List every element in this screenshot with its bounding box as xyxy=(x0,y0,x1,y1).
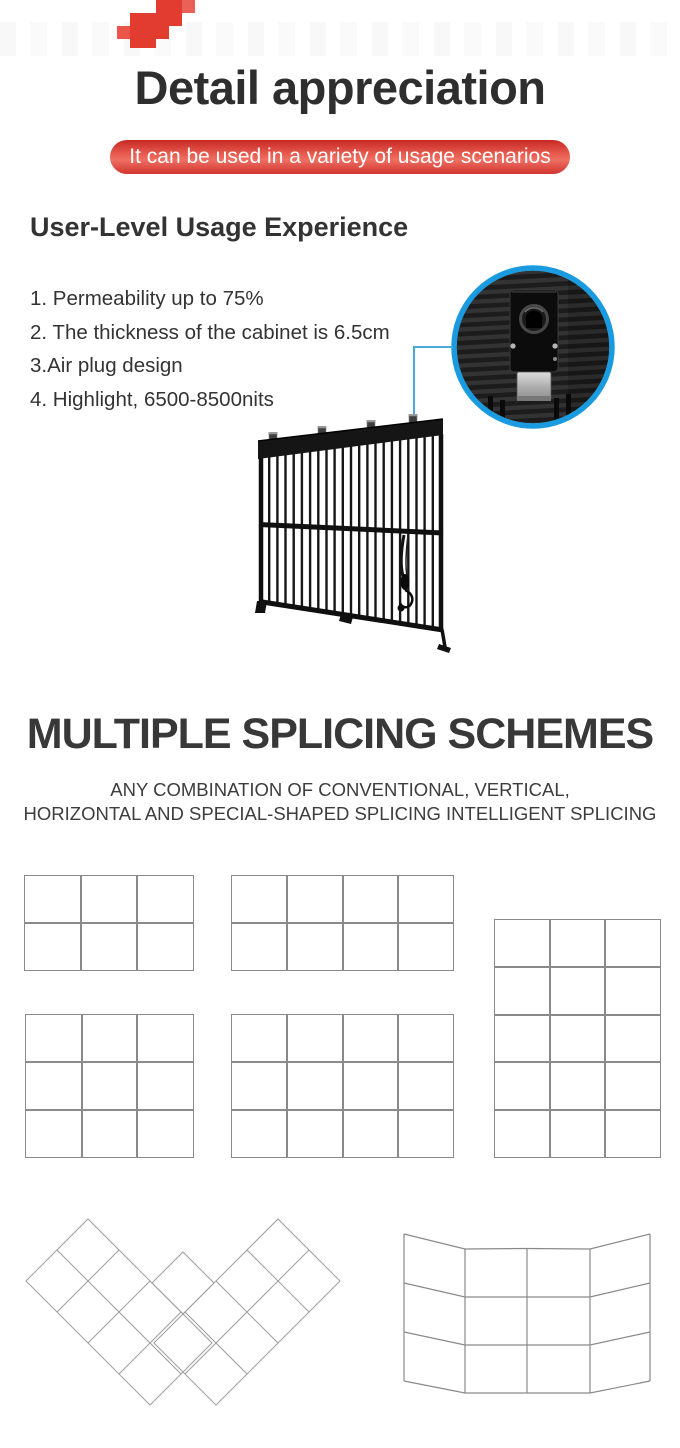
splicing-grid-3x2 xyxy=(25,876,193,970)
splice-cell xyxy=(26,1110,82,1157)
splice-cell xyxy=(495,967,550,1014)
splice-cell xyxy=(495,1110,550,1157)
splice-cell xyxy=(232,923,287,970)
detail-zoom-circle xyxy=(448,262,618,432)
splice-cell xyxy=(232,876,287,923)
usage-feature-list xyxy=(30,282,390,416)
usage-heading: User-Level Usage Experience xyxy=(30,212,409,242)
splice-cell xyxy=(137,923,193,970)
splice-cell xyxy=(287,1110,342,1157)
splice-cell xyxy=(398,1015,453,1062)
splice-cell xyxy=(550,967,605,1014)
splice-cell xyxy=(137,1110,193,1157)
splice-cell xyxy=(605,1015,660,1062)
red-pixel-decoration xyxy=(115,0,200,50)
splice-cell xyxy=(550,1015,605,1062)
splice-cell xyxy=(287,876,342,923)
splice-cell xyxy=(605,967,660,1014)
splice-cell xyxy=(550,1110,605,1157)
splice-cell xyxy=(232,1110,287,1157)
splicing-grid-3x3 xyxy=(26,1015,193,1157)
splice-cell xyxy=(137,876,193,923)
mounting-bracket xyxy=(510,290,558,372)
splice-cell xyxy=(81,923,137,970)
splice-cell xyxy=(550,1062,605,1109)
splicing-title: MULTIPLE SPLICING SCHEMES xyxy=(26,710,654,758)
splice-cell xyxy=(398,876,453,923)
splice-cell xyxy=(82,1062,138,1109)
feature-item: 1. Permeability up to 75% xyxy=(30,287,264,310)
splicing-grid-3x5 xyxy=(495,920,660,1157)
splice-cell xyxy=(343,876,398,923)
splice-cell xyxy=(550,920,605,967)
splice-cell xyxy=(26,1015,82,1062)
splicing-subtitle xyxy=(0,778,680,825)
splicing-grid-4x3 xyxy=(232,1015,453,1157)
splice-cell xyxy=(605,920,660,967)
splice-cell xyxy=(287,1015,342,1062)
splice-cell xyxy=(605,1062,660,1109)
splice-cell xyxy=(232,1062,287,1109)
splicing-diagram-folded-4x3 xyxy=(395,1225,660,1405)
splice-cell xyxy=(343,1015,398,1062)
feature-item: 4. Highlight, 6500-8500nits xyxy=(30,387,274,411)
splice-cell xyxy=(495,1015,550,1062)
splice-cell xyxy=(343,1062,398,1109)
splice-cell xyxy=(232,1015,287,1062)
splice-cell xyxy=(25,876,81,923)
splice-cell xyxy=(495,1062,550,1109)
splice-cell xyxy=(605,1110,660,1157)
faint-pixel-band xyxy=(0,22,680,56)
splice-cell xyxy=(343,1110,398,1157)
subtitle-line: HORIZONTAL AND SPECIAL-SHAPED SPLICING INTELLIGENT SPLICING xyxy=(23,802,657,824)
splice-cell xyxy=(26,1062,82,1109)
feature-item: 3.Air plug design xyxy=(30,354,183,377)
splice-cell xyxy=(82,1110,138,1157)
splice-cell xyxy=(137,1062,193,1109)
splice-cell xyxy=(287,923,342,970)
subtitle-line: ANY COMBINATION OF CONVENTIONAL, VERTICAL, xyxy=(110,779,570,800)
splice-cell xyxy=(398,1062,453,1109)
splice-cell xyxy=(25,923,81,970)
splicing-grid-4x2 xyxy=(232,876,453,970)
left-foot xyxy=(255,601,267,613)
splicing-diagram-diamond-v xyxy=(20,1198,360,1448)
splice-cell xyxy=(287,1062,342,1109)
splice-cell xyxy=(82,1015,138,1062)
metal-clip xyxy=(517,372,551,401)
splice-cell xyxy=(495,920,550,967)
page-title: Detail appreciation xyxy=(134,61,546,114)
callout-line-horizontal xyxy=(414,346,453,348)
product-image-led-grille-screen xyxy=(245,405,455,655)
feature-item: 2. The thickness of the cabinet is 6.5cm xyxy=(30,320,390,344)
splice-cell xyxy=(343,923,398,970)
hero-banner: It can be used in a variety of usage scenarios xyxy=(110,140,570,174)
splice-cell xyxy=(137,1015,193,1062)
splice-cell xyxy=(81,876,137,923)
splice-cell xyxy=(398,923,453,970)
splice-cell xyxy=(398,1110,453,1157)
